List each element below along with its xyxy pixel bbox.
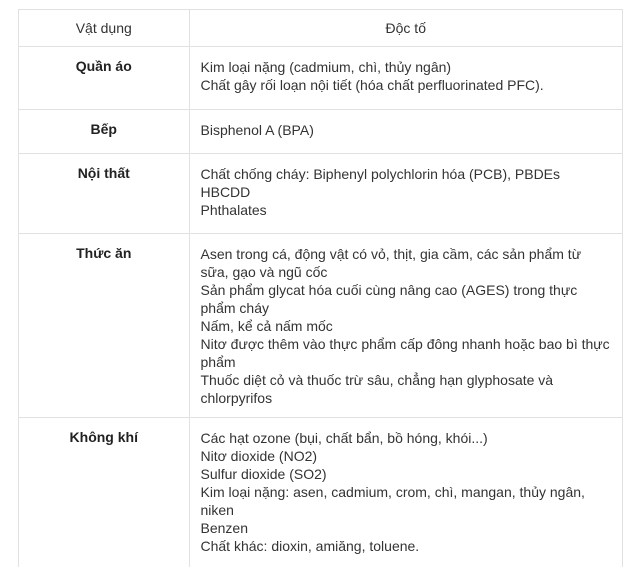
table-row-noi-that <box>19 154 622 234</box>
table-row-khong-khi <box>19 418 622 567</box>
toxins-cell <box>189 234 622 418</box>
toxin-line: Chất gây rối loạn nội tiết (hóa chất perfluorinated PFC). <box>201 76 613 94</box>
toxins-cell <box>189 47 622 110</box>
toxin-line: Nitơ được thêm vào thực phẩm cấp đông nhanh hoặc bao bì thực phẩm <box>201 335 613 371</box>
category-cell: Thức ăn <box>19 234 189 418</box>
table-header-row <box>19 10 622 47</box>
toxin-line: Benzen <box>201 519 613 537</box>
toxins-cell <box>189 154 622 234</box>
toxin-line: Nitơ dioxide (NO2) <box>201 447 613 465</box>
category-cell: Không khí <box>19 418 189 567</box>
toxin-line: Chất chống cháy: Biphenyl polychlorin hóa (PCB), PBDEs <box>201 165 613 183</box>
toxin-line: Các hạt ozone (bụi, chất bẩn, bồ hóng, khói...) <box>201 429 613 447</box>
toxin-line: Nấm, kể cả nấm mốc <box>201 317 613 335</box>
toxin-line: Thuốc diệt cỏ và thuốc trừ sâu, chẳng hạn glyphosate và chlorpyrifos <box>201 371 613 407</box>
header-item: Vật dụng <box>19 10 189 47</box>
header-toxin: Độc tố <box>189 10 622 47</box>
category-cell: Bếp <box>19 110 189 154</box>
category-cell: Quần áo <box>19 47 189 110</box>
toxin-line: Sulfur dioxide (SO2) <box>201 465 613 483</box>
table-row-quan-ao <box>19 47 622 110</box>
toxins-table-container <box>18 9 623 567</box>
toxin-line: Chất khác: dioxin, amiăng, toluene. <box>201 537 613 555</box>
toxin-line: HBCDD <box>201 183 613 201</box>
toxins-table <box>19 10 622 567</box>
toxin-line: Phthalates <box>201 201 613 219</box>
toxin-line: Bisphenol A (BPA) <box>201 121 613 139</box>
table-row-bep <box>19 110 622 154</box>
toxins-cell <box>189 418 622 567</box>
table-row-thuc-an <box>19 234 622 418</box>
toxin-line: Asen trong cá, động vật có vỏ, thịt, gia cầm, các sản phẩm từ sữa, gạo và ngũ cốc <box>201 245 613 281</box>
category-cell: Nội thất <box>19 154 189 234</box>
toxins-cell <box>189 110 622 154</box>
toxin-line: Sản phẩm glycat hóa cuối cùng nâng cao (AGES) trong thực phẩm cháy <box>201 281 613 317</box>
toxin-line: Kim loại nặng: asen, cadmium, crom, chì, mangan, thủy ngân, niken <box>201 483 613 519</box>
toxin-line: Kim loại nặng (cadmium, chì, thủy ngân) <box>201 58 613 76</box>
